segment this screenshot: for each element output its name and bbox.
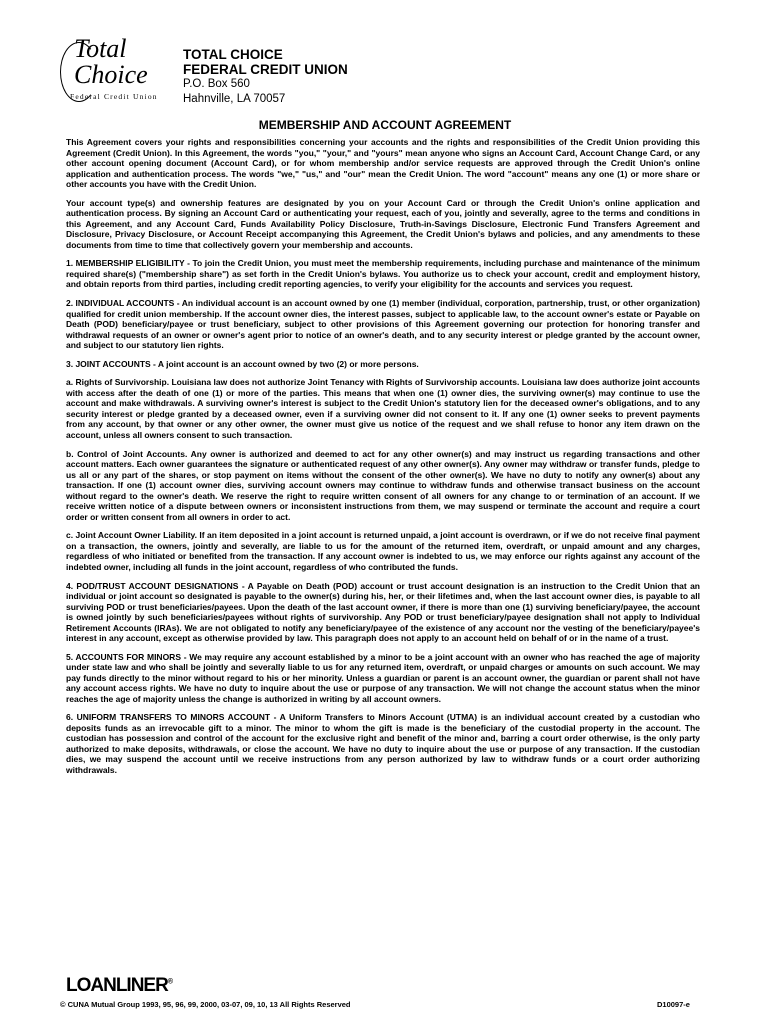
credit-union-logo: [60, 36, 180, 106]
logo-initial-c: C: [74, 60, 92, 89]
logo-subtext: Federal Credit Union: [70, 92, 158, 101]
logo-word-choice: [74, 62, 148, 88]
paragraph-joint-accounts: 3. JOINT ACCOUNTS - A joint account is an account owned by two (2) or more persons.: [66, 358, 419, 369]
registered-mark: ®: [167, 978, 172, 986]
address-line1: P.O. Box 560: [183, 78, 250, 90]
loanliner-wordmark: LOANLINER: [66, 975, 168, 996]
paragraph-rights-of-survivorship: a. Rights of Survivorship. Louisiana law does not authorize Joint Tenancy with Rights of Survivorship accounts. Louisiana law does authorize joint accounts with access after the death of one (1) or more of the parties. This means that when one (1) owner dies, the surviving owner(s) may continue to use the account and make withdrawals. A surviving owner's interest is subject to the Credit Union's statutory lien for the deceased owner's obligations, and to any security interest or pledge granted by a deceased owner, even if a surviving owner did not consent to it. If any one (1) owner seeks to prevent payments from any account, by that owner or any other owner, the owner must give us notice of the request and we shall refuse to honor any item drawn on the account, unless all owners consent to such transaction.: [66, 377, 700, 440]
logo-word-choice-rest: hoice: [91, 60, 148, 89]
form-number: D10097-e: [657, 1000, 690, 1009]
address-line2: Hahnville, LA 70057: [183, 93, 286, 105]
paragraph-individual-accounts: 2. INDIVIDUAL ACCOUNTS - An individual account is an account owned by one (1) member (individual, corporation, partnership, trust, or other organization) qualified for credit union membership. If the account owner dies, the interest passes, subject to applicable law, to the account owner's estate or Payable on Death (POD) beneficiary/payee or trust beneficiary, subject to other provisions of this Agreement governing our protection for honoring transfer and withdrawal requests of an owner or owner's agent prior to notice of an owner's death, and to any security interest or pledge granted by the account owner, and subject to our statutory lien rights.: [66, 298, 700, 351]
paragraph-intro: This Agreement covers your rights and responsibilities concerning your accounts and the rights and responsibilities of the Credit Union providing this Agreement (Credit Union). In this Agreement, the words "you," "your," and "yours" mean anyone who signs an Account Card, Account Change Card, or any other account opening document (Account Card), or for whom membership and/or service requests are approved through the Credit Union's online application and authentication process. The words "we," "us," and "our" mean the Credit Union. The word "account" means any one (1) or more share or other accounts you have with the Credit Union.: [66, 137, 700, 189]
paragraph-accounts-for-minors: 5. ACCOUNTS FOR MINORS - We may require any account established by a minor to be a joint account with an owner who has reached the age of majority under state law and who shall be jointly and severally liable to us for any returned item, overdraft, or unpaid charges or amounts on such account. We may pay funds directly to the minor without regard to his or her minority. Unless a guardian or parent is an account owner, the guardian or parent shall not have any account access rights. We have no duty to inquire about the use or purpose of any transaction. We will not change the account status when the minor reaches the age of majority unless the change is authorized in writing by all account owners.: [66, 651, 700, 704]
paragraph-utma: 6. UNIFORM TRANSFERS TO MINORS ACCOUNT - A Uniform Transfers to Minors Account (UTMA) is an individual account created by a custodian who deposits funds as an irrevocable gift to a minor. The minor to whom the gift is made is the beneficiary of the custodial property in the account. The custodian has possession and control of the account for the exclusive right and benefit of the minor and, barring a court order otherwise, is the only party authorized to make deposits, withdrawals, or close the account. We have no duty to inquire about the use or purpose of any transaction. If the custodian dies, we may suspend the account until we receive instructions from any person authorized by law to withdraw funds or a court order authorizing withdrawals.: [66, 712, 700, 775]
org-name-line2: FEDERAL CREDIT UNION: [183, 62, 348, 77]
copyright-notice: © CUNA Mutual Group 1993, 95, 96, 99, 2000, 03-07, 09, 10, 13 All Rights Reserved: [60, 1000, 351, 1009]
letterhead: [183, 47, 348, 107]
logo-word-total: Total: [74, 34, 127, 63]
paragraph-membership-eligibility: 1. MEMBERSHIP ELIGIBILITY - To join the Credit Union, you must meet the membership requirements, including purchase and maintenance of the minimum required share(s) ("membership share") as set forth in the Credit Union's bylaws. You authorize us to check your account, credit and employment history, and obtain reports from third parties, including credit reporting agencies, to verify your eligibility for the accounts and services you request.: [66, 258, 700, 290]
document-title: MEMBERSHIP AND ACCOUNT AGREEMENT: [258, 118, 512, 132]
paragraph-pod-trust: 4. POD/TRUST ACCOUNT DESIGNATIONS - A Payable on Death (POD) account or trust account designation is an instruction to the Credit Union that an individual or joint account so designated is payable to the owner(s) during his, her, or their lifetimes and, when the last account owner dies, is payable to all surviving POD or trust beneficiaries/payees. Upon the death of the last account owner, if there is more than one (1) surviving beneficiary/payee, the account is owned jointly by such beneficiaries/payees without rights of survivorship. Any POD or trust beneficiary/payee designation shall not apply to Individual Retirement Accounts (IRAs). We are not obligated to notify any beneficiary/payee of the existence of any account nor the vesting of the beneficiary/payee's interest in any account, except as otherwise provided by law. This paragraph does not apply to an account held on behalf of or in the name of a trust.: [66, 580, 700, 643]
agreement-body: [66, 137, 700, 784]
org-name-line1: TOTAL CHOICE: [183, 47, 283, 62]
loanliner-logo: [66, 975, 172, 997]
paragraph-control-of-joint-accounts: b. Control of Joint Accounts. Any owner is authorized and deemed to act for any other owner(s) and may instruct us regarding transactions and other account matters. Each owner guarantees the signature or authenticated request of any other owner(s). Any owner may withdraw or transfer funds, pledge to us all or any part of the shares, or stop payment on items without the consent of the other owner(s). We have no duty to notify any owner(s) about any transaction. If one (1) account owner dies, surviving account owners may continue to withdraw funds and otherwise transact business on the account without regard to the owner's death. We reserve the right to require written consent of all owners for any change to or termination of an account. If we receive written notice of a dispute between owners or inconsistent instructions from them, we may suspend or terminate the account and require a court order or written consent from all owners in order to act.: [66, 448, 700, 522]
paragraph-joint-owner-liability: c. Joint Account Owner Liability. If an item deposited in a joint account is returned unpaid, a joint account is overdrawn, or if we do not receive final payment on a transaction, the owners, jointly and severally, are liable to us for the amount of the returned item, overdraft, or unpaid amount and any charges, regardless of who initiated or benefited from the transaction. If any account owner is indebted to us, we may enforce our rights against any account of the indebted owner, including all funds in the joint account, regardless of who contributed the funds.: [66, 530, 700, 572]
paragraph-account-types: Your account type(s) and ownership features are designated by you on your Account Card or through the Credit Union's online application and authentication process. By signing an Account Card or authenticating your request, each of you, jointly and severally, agree to the terms and conditions in this Agreement, and any Account Card, Funds Availability Policy Disclosure, Truth-in-Savings Disclosure, Electronic Fund Transfers Agreement and Disclosure, Privacy Disclosure, or Account Receipt accompanying this Agreement, the Credit Union's bylaws and policies, and any amendments to these documents from time to time that collectively govern your membership and accounts.: [66, 197, 700, 250]
